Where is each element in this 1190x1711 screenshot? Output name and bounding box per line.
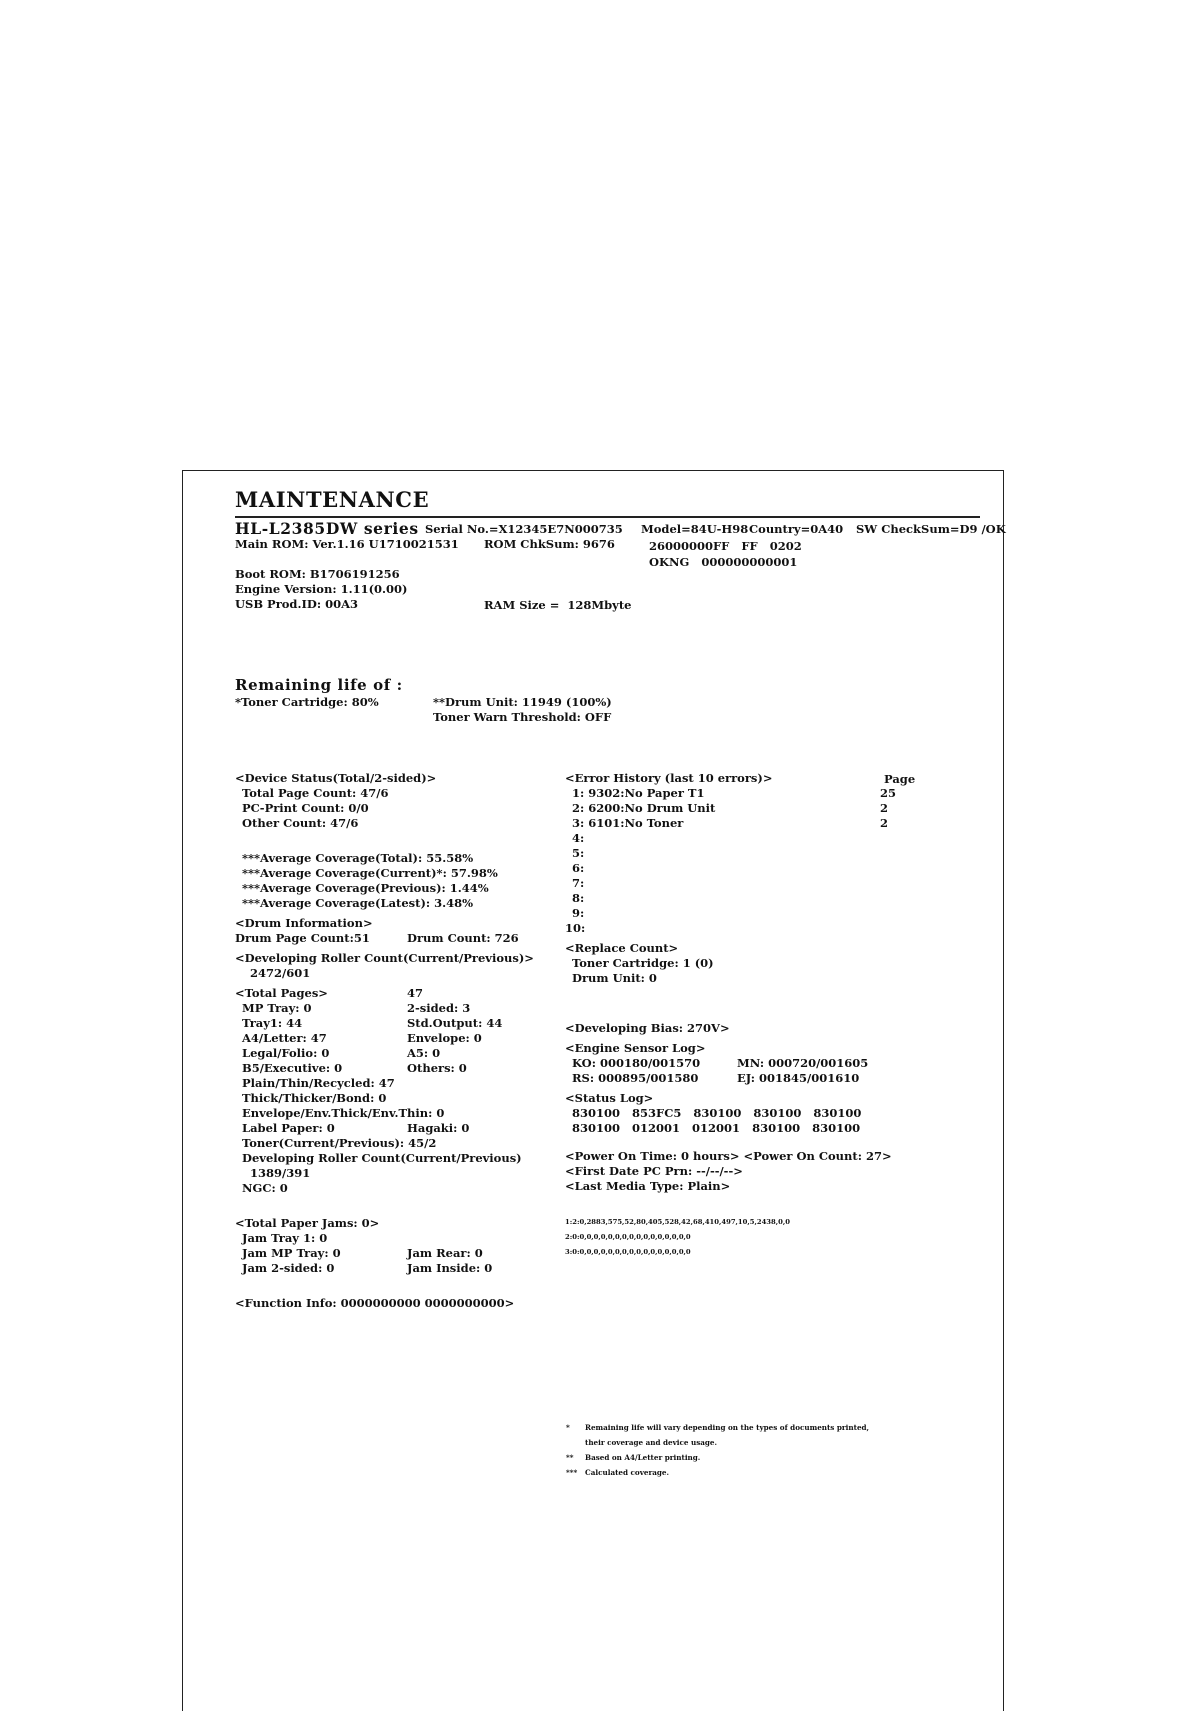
- sensor-ej: EJ: 001845/001610: [737, 1071, 860, 1085]
- legal-folio-count: Legal/Folio: 0: [242, 1046, 330, 1060]
- error-row: 2: 6200:No Drum Unit: [572, 801, 716, 815]
- two-sided-count: 2-sided: 3: [407, 1001, 471, 1015]
- error-page-heading: Page: [884, 772, 916, 786]
- replace-drum: Drum Unit: 0: [572, 971, 657, 985]
- envelope-count: Envelope: 0: [407, 1031, 482, 1045]
- footnote-mark-1: *: [566, 1423, 570, 1432]
- total-pages-value: 47: [407, 986, 424, 1000]
- others-count: Others: 0: [407, 1061, 467, 1075]
- status-log-row-2: 830100 012001 012001 830100 830100: [572, 1121, 861, 1135]
- code-line-2: OKNG 000000000001: [649, 555, 798, 569]
- dev-roller2-heading: Developing Roller Count(Current/Previous): [242, 1151, 522, 1165]
- footnote-3: Calculated coverage.: [585, 1468, 669, 1477]
- pc-print-count: PC-Print Count: 0/0: [242, 801, 369, 815]
- country-code: Country=0A40: [749, 522, 844, 536]
- engine-sensor-log-heading: <Engine Sensor Log>: [565, 1041, 706, 1055]
- mp-tray-count: MP Tray: 0: [242, 1001, 312, 1015]
- other-count: Other Count: 47/6: [242, 816, 359, 830]
- jam-inside: Jam Inside: 0: [407, 1261, 493, 1275]
- developing-bias: <Developing Bias: 270V>: [565, 1021, 730, 1035]
- ram-size: RAM Size = 128Mbyte: [484, 598, 632, 612]
- error-page: 2: [880, 801, 889, 815]
- drum-info-heading: <Drum Information>: [235, 916, 373, 930]
- error-row: 8:: [572, 891, 585, 905]
- jam-2sided: Jam 2-sided: 0: [242, 1261, 335, 1275]
- thick-count: Thick/Thicker/Bond: 0: [242, 1091, 387, 1105]
- function-info: <Function Info: 0000000000 0000000000>: [235, 1296, 515, 1310]
- std-output-count: Std.Output: 44: [407, 1016, 503, 1030]
- status-log-row-1: 830100 853FC5 830100 830100 830100: [572, 1106, 862, 1120]
- toner-remaining: *Toner Cartridge: 80%: [235, 695, 379, 709]
- jam-mp-tray: Jam MP Tray: 0: [242, 1246, 341, 1260]
- avg-coverage-current: ***Average Coverage(Current)*: 57.98%: [242, 866, 498, 880]
- sensor-rs: RS: 000895/001580: [572, 1071, 699, 1085]
- replace-toner: Toner Cartridge: 1 (0): [572, 956, 714, 970]
- boot-rom: Boot ROM: B1706191256: [235, 567, 400, 581]
- serial-number: Serial No.=X12345E7N000735: [425, 522, 623, 536]
- error-row: 1: 9302:No Paper T1: [572, 786, 705, 800]
- engine-version: Engine Version: 1.11(0.00): [235, 582, 408, 596]
- rom-checksum: ROM ChkSum: 9676: [484, 537, 615, 551]
- device-status-heading: <Device Status(Total/2-sided)>: [235, 771, 437, 785]
- footnote-2: Based on A4/Letter printing.: [585, 1453, 701, 1462]
- toner-current-previous: Toner(Current/Previous): 45/2: [242, 1136, 437, 1150]
- drum-page-count: Drum Page Count:51: [235, 931, 370, 945]
- a4-letter-count: A4/Letter: 47: [242, 1031, 327, 1045]
- jam-rear: Jam Rear: 0: [407, 1246, 483, 1260]
- model-name: HL-L2385DW series: [235, 519, 419, 538]
- error-row: 6:: [572, 861, 585, 875]
- sw-checksum: SW CheckSum=D9 /OK: [856, 522, 1006, 536]
- avg-coverage-latest: ***Average Coverage(Latest): 3.48%: [242, 896, 474, 910]
- envelope-thick-count: Envelope/Env.Thick/Env.Thin: 0: [242, 1106, 445, 1120]
- error-page: 25: [880, 786, 897, 800]
- total-page-count: Total Page Count: 47/6: [242, 786, 389, 800]
- footnote-mark-3: ***: [566, 1468, 578, 1477]
- remaining-life-heading: Remaining life of :: [235, 676, 403, 694]
- hagaki-count: Hagaki: 0: [407, 1121, 470, 1135]
- main-rom: Main ROM: Ver.1.16 U1710021531: [235, 537, 459, 551]
- ngc-count: NGC: 0: [242, 1181, 288, 1195]
- title-rule: [235, 516, 980, 518]
- error-row: 9:: [572, 906, 585, 920]
- avg-coverage-previous: ***Average Coverage(Previous): 1.44%: [242, 881, 489, 895]
- last-media-type: <Last Media Type: Plain>: [565, 1179, 731, 1193]
- footnote-mark-2: **: [566, 1453, 574, 1462]
- drum-count: Drum Count: 726: [407, 931, 519, 945]
- replace-count-heading: <Replace Count>: [565, 941, 679, 955]
- error-row: 4:: [572, 831, 585, 845]
- a5-count: A5: 0: [407, 1046, 441, 1060]
- label-paper-count: Label Paper: 0: [242, 1121, 335, 1135]
- page-title: MAINTENANCE: [235, 487, 430, 512]
- power-on-info: <Power On Time: 0 hours> <Power On Count: 27>: [565, 1149, 892, 1163]
- drum-remaining: **Drum Unit: 11949 (100%): [433, 695, 612, 709]
- footnote-1a: Remaining life will vary depending on the types of documents printed,: [585, 1423, 870, 1432]
- footnote-1b: their coverage and device usage.: [585, 1438, 718, 1447]
- error-page: 2: [880, 816, 889, 830]
- dev-roller2-value: 1389/391: [250, 1166, 311, 1180]
- plain-count: Plain/Thin/Recycled: 47: [242, 1076, 395, 1090]
- jam-tray1: Jam Tray 1: 0: [242, 1231, 328, 1245]
- error-row: 10:: [565, 921, 586, 935]
- usb-prod-id: USB Prod.ID: 00A3: [235, 597, 359, 611]
- model-code: Model=84U-H98: [641, 522, 749, 536]
- engine-log-line-3: 3:0:0,0,0,0,0,0,0,0,0,0,0,0,0,0,0,0: [565, 1248, 691, 1256]
- b5-executive-count: B5/Executive: 0: [242, 1061, 343, 1075]
- code-line-1: 26000000FF FF 0202: [649, 539, 802, 553]
- status-log-heading: <Status Log>: [565, 1091, 654, 1105]
- error-row: 5:: [572, 846, 585, 860]
- tray1-count: Tray1: 44: [242, 1016, 303, 1030]
- error-history-heading: <Error History (last 10 errors)>: [565, 771, 773, 785]
- engine-log-line-2: 2:0:0,0,0,0,0,0,0,0,0,0,0,0,0,0,0,0: [565, 1233, 691, 1241]
- toner-warn-threshold: Toner Warn Threshold: OFF: [433, 710, 612, 724]
- engine-log-line-1: 1:2:0,2883,575,52,80,405,528,42,68,410,497,10,5,2438,0,0: [565, 1218, 790, 1226]
- sensor-mn: MN: 000720/001605: [737, 1056, 869, 1070]
- avg-coverage-total: ***Average Coverage(Total): 55.58%: [242, 851, 474, 865]
- paper-jams-heading: <Total Paper Jams: 0>: [235, 1216, 380, 1230]
- total-pages-heading: <Total Pages>: [235, 986, 328, 1000]
- sensor-ko: KO: 000180/001570: [572, 1056, 701, 1070]
- dev-roller-value: 2472/601: [250, 966, 311, 980]
- error-row: 7:: [572, 876, 585, 890]
- dev-roller-heading: <Developing Roller Count(Current/Previous)>: [235, 951, 534, 965]
- error-row: 3: 6101:No Toner: [572, 816, 684, 830]
- first-date-pc-print: <First Date PC Prn: --/--/-->: [565, 1164, 743, 1178]
